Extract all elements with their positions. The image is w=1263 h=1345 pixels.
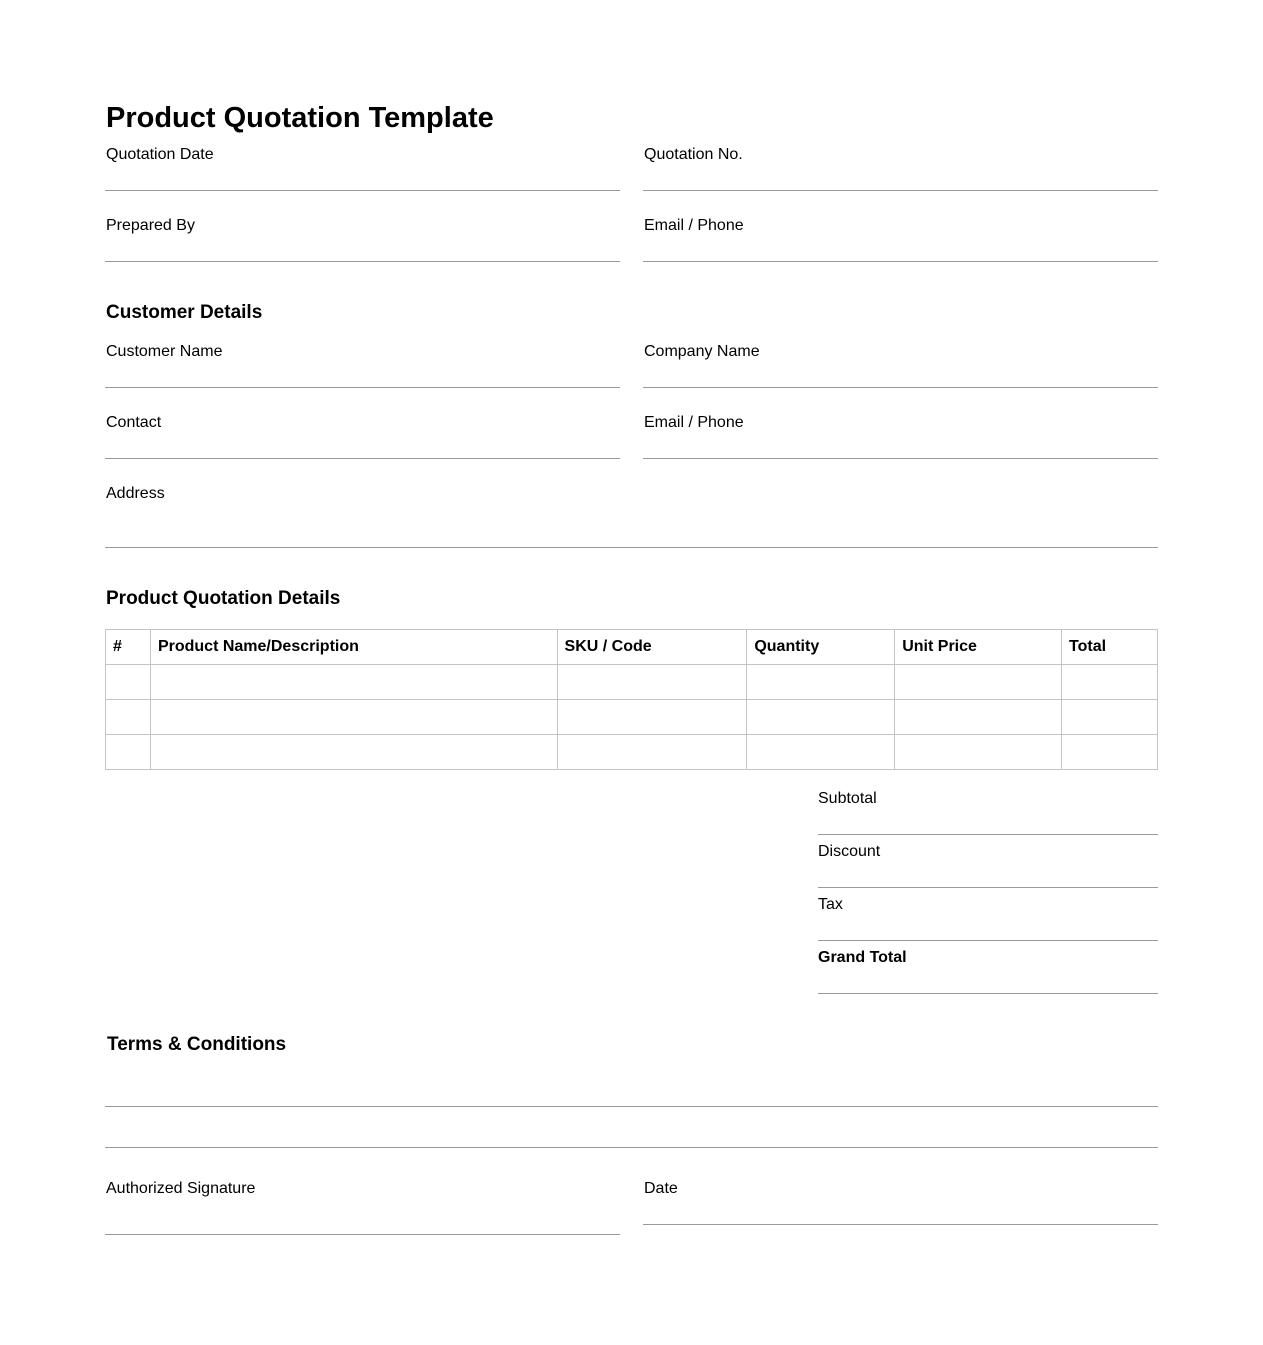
company-name-field[interactable] xyxy=(643,387,1158,388)
table-row xyxy=(106,700,1158,735)
column-header-total: Total xyxy=(1062,630,1158,665)
column-header-unit-price: Unit Price xyxy=(895,630,1062,665)
discount-label: Discount xyxy=(818,843,881,860)
customer-details-heading: Customer Details xyxy=(106,302,263,323)
cell-total[interactable] xyxy=(1062,735,1158,770)
grand-total-label: Grand Total xyxy=(818,949,907,966)
terms-line-1[interactable] xyxy=(105,1106,1158,1107)
column-header-sku: SKU / Code xyxy=(557,630,747,665)
terms-line-2[interactable] xyxy=(105,1147,1158,1148)
tax-field[interactable] xyxy=(818,940,1158,941)
cell-number[interactable] xyxy=(106,735,151,770)
prepared-by-field[interactable] xyxy=(105,261,620,262)
quotation-no-field[interactable] xyxy=(643,190,1158,191)
subtotal-field[interactable] xyxy=(818,834,1158,835)
customer-email-phone-label: Email / Phone xyxy=(644,414,744,431)
cell-product[interactable] xyxy=(150,735,557,770)
quotation-no-label: Quotation No. xyxy=(644,146,743,163)
customer-name-field[interactable] xyxy=(105,387,620,388)
cell-quantity[interactable] xyxy=(747,665,895,700)
grand-total-field[interactable] xyxy=(818,993,1158,994)
customer-name-label: Customer Name xyxy=(106,343,223,360)
column-header-quantity: Quantity xyxy=(747,630,895,665)
table-header-row xyxy=(106,630,1158,665)
quotation-date-field[interactable] xyxy=(105,190,620,191)
cell-total[interactable] xyxy=(1062,665,1158,700)
subtotal-label: Subtotal xyxy=(818,790,877,807)
cell-quantity[interactable] xyxy=(747,700,895,735)
table-row xyxy=(106,735,1158,770)
signature-date-label: Date xyxy=(644,1180,678,1197)
cell-total[interactable] xyxy=(1062,700,1158,735)
prepared-by-label: Prepared By xyxy=(106,217,195,234)
terms-heading: Terms & Conditions xyxy=(107,1034,287,1055)
table-row xyxy=(106,665,1158,700)
page-title: Product Quotation Template xyxy=(106,102,494,134)
cell-number[interactable] xyxy=(106,665,151,700)
cell-product[interactable] xyxy=(150,700,557,735)
cell-product[interactable] xyxy=(150,665,557,700)
cell-sku[interactable] xyxy=(557,700,747,735)
address-field[interactable] xyxy=(105,547,1158,548)
cell-number[interactable] xyxy=(106,700,151,735)
cell-sku[interactable] xyxy=(557,735,747,770)
signature-date-field[interactable] xyxy=(643,1224,1158,1225)
cell-unit-price[interactable] xyxy=(895,700,1062,735)
cell-quantity[interactable] xyxy=(747,735,895,770)
product-table xyxy=(105,629,1158,770)
cell-sku[interactable] xyxy=(557,665,747,700)
column-header-number: # xyxy=(106,630,151,665)
customer-email-phone-field[interactable] xyxy=(643,458,1158,459)
email-phone-label: Email / Phone xyxy=(644,217,744,234)
product-details-heading: Product Quotation Details xyxy=(106,588,341,609)
contact-label: Contact xyxy=(106,414,162,431)
authorized-signature-field[interactable] xyxy=(105,1234,620,1235)
column-header-product: Product Name/Description xyxy=(150,630,557,665)
address-label: Address xyxy=(106,485,165,502)
discount-field[interactable] xyxy=(818,887,1158,888)
company-name-label: Company Name xyxy=(644,343,760,360)
tax-label: Tax xyxy=(818,896,843,913)
quotation-date-label: Quotation Date xyxy=(106,146,214,163)
email-phone-field[interactable] xyxy=(643,261,1158,262)
contact-field[interactable] xyxy=(105,458,620,459)
cell-unit-price[interactable] xyxy=(895,735,1062,770)
cell-unit-price[interactable] xyxy=(895,665,1062,700)
authorized-signature-label: Authorized Signature xyxy=(106,1180,256,1197)
